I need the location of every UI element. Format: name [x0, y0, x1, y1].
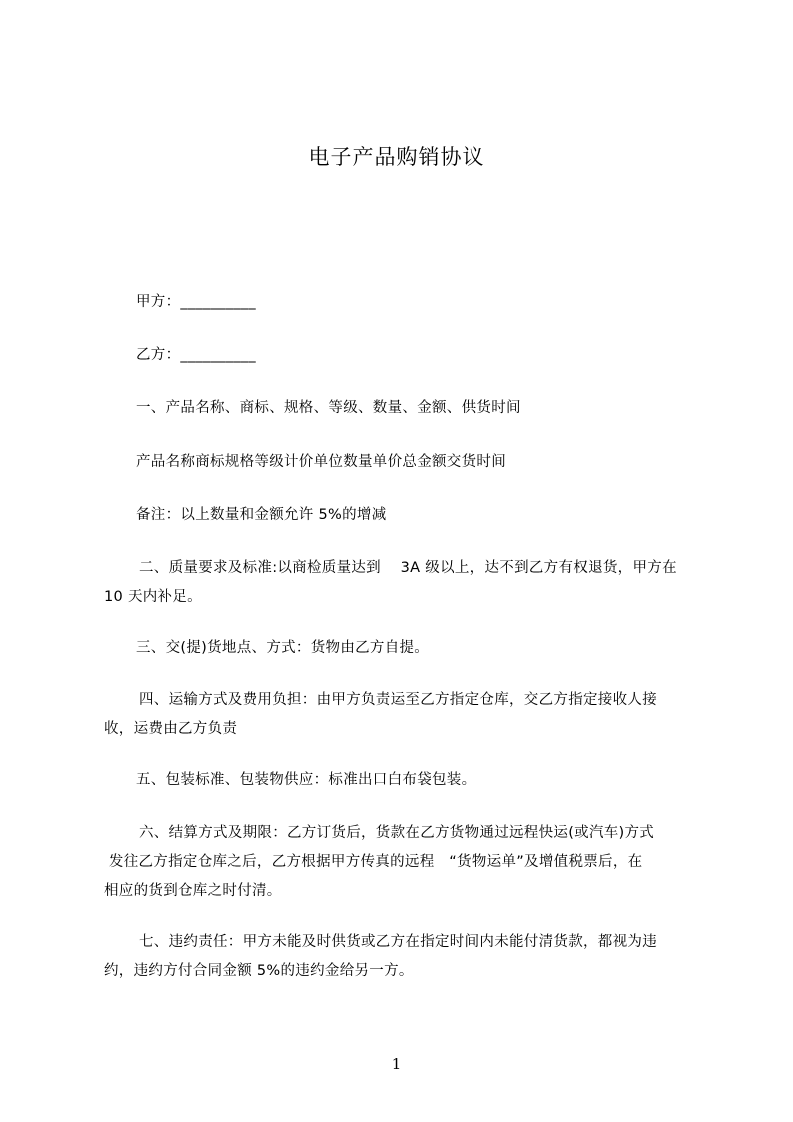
- section-1-note-text: 备注：以上数量和金额允许 5%的增减: [136, 507, 387, 523]
- section-7-line-2: 约，违约方付合同金额 5%的违约金给另一方。: [104, 963, 414, 979]
- party-a-line: [104, 288, 712, 317]
- section-1-heading: [104, 394, 712, 423]
- document-title: 电子产品购销协议: [308, 145, 485, 169]
- section-4-paragraph: [104, 686, 712, 744]
- section-1-heading-text: 一、产品名称、商标、规格、等级、数量、金额、供货时间: [136, 400, 521, 416]
- section-6-line-1: 六、结算方式及期限：乙方订货后，货款在乙方货物通过远程快运(或汽车)方式: [139, 825, 655, 841]
- section-4-line-1: 四、运输方式及费用负担：由甲方负责运至乙方指定仓库，交乙方指定接收人接: [139, 692, 657, 708]
- section-4-line-2: 收，运费由乙方负责: [104, 721, 238, 737]
- party-a-text: 甲方：__________: [136, 294, 256, 310]
- section-6-paragraph: [104, 819, 712, 906]
- section-3-paragraph: [104, 634, 712, 663]
- section-3-text: 三、交(提)货地点、方式：货物由乙方自提。: [136, 640, 430, 656]
- party-b-line: [104, 341, 712, 370]
- page-number: 1: [391, 1055, 402, 1073]
- section-7-line-1: 七、违约责任：甲方未能及时供货或乙方在指定时间内未能付清货款，都视为违: [139, 934, 657, 950]
- section-5-paragraph: [104, 766, 712, 795]
- section-1-columns: [104, 448, 712, 477]
- section-5-text: 五、包装标准、包装物供应：标准出口白布袋包装。: [136, 772, 477, 788]
- party-b-text: 乙方：__________: [136, 347, 256, 363]
- section-6-line-2: 发往乙方指定仓库之后，乙方根据甲方传真的远程 “货物运单”及增值税票后，在: [104, 854, 643, 870]
- section-7-paragraph: [104, 928, 712, 986]
- section-1-columns-text: 产品名称商标规格等级计价单位数量单价总金额交货时间: [136, 454, 506, 470]
- section-2-line-2: 10 天内补足。: [104, 589, 202, 605]
- section-6-line-3: 相应的货到仓库之时付清。: [104, 883, 282, 899]
- section-2-paragraph: [104, 554, 712, 612]
- section-1-note: [104, 501, 712, 530]
- section-2-line-1: 二、质量要求及标准:以商检质量达到 3A 级以上，达不到乙方有权退货，甲方在: [139, 560, 677, 576]
